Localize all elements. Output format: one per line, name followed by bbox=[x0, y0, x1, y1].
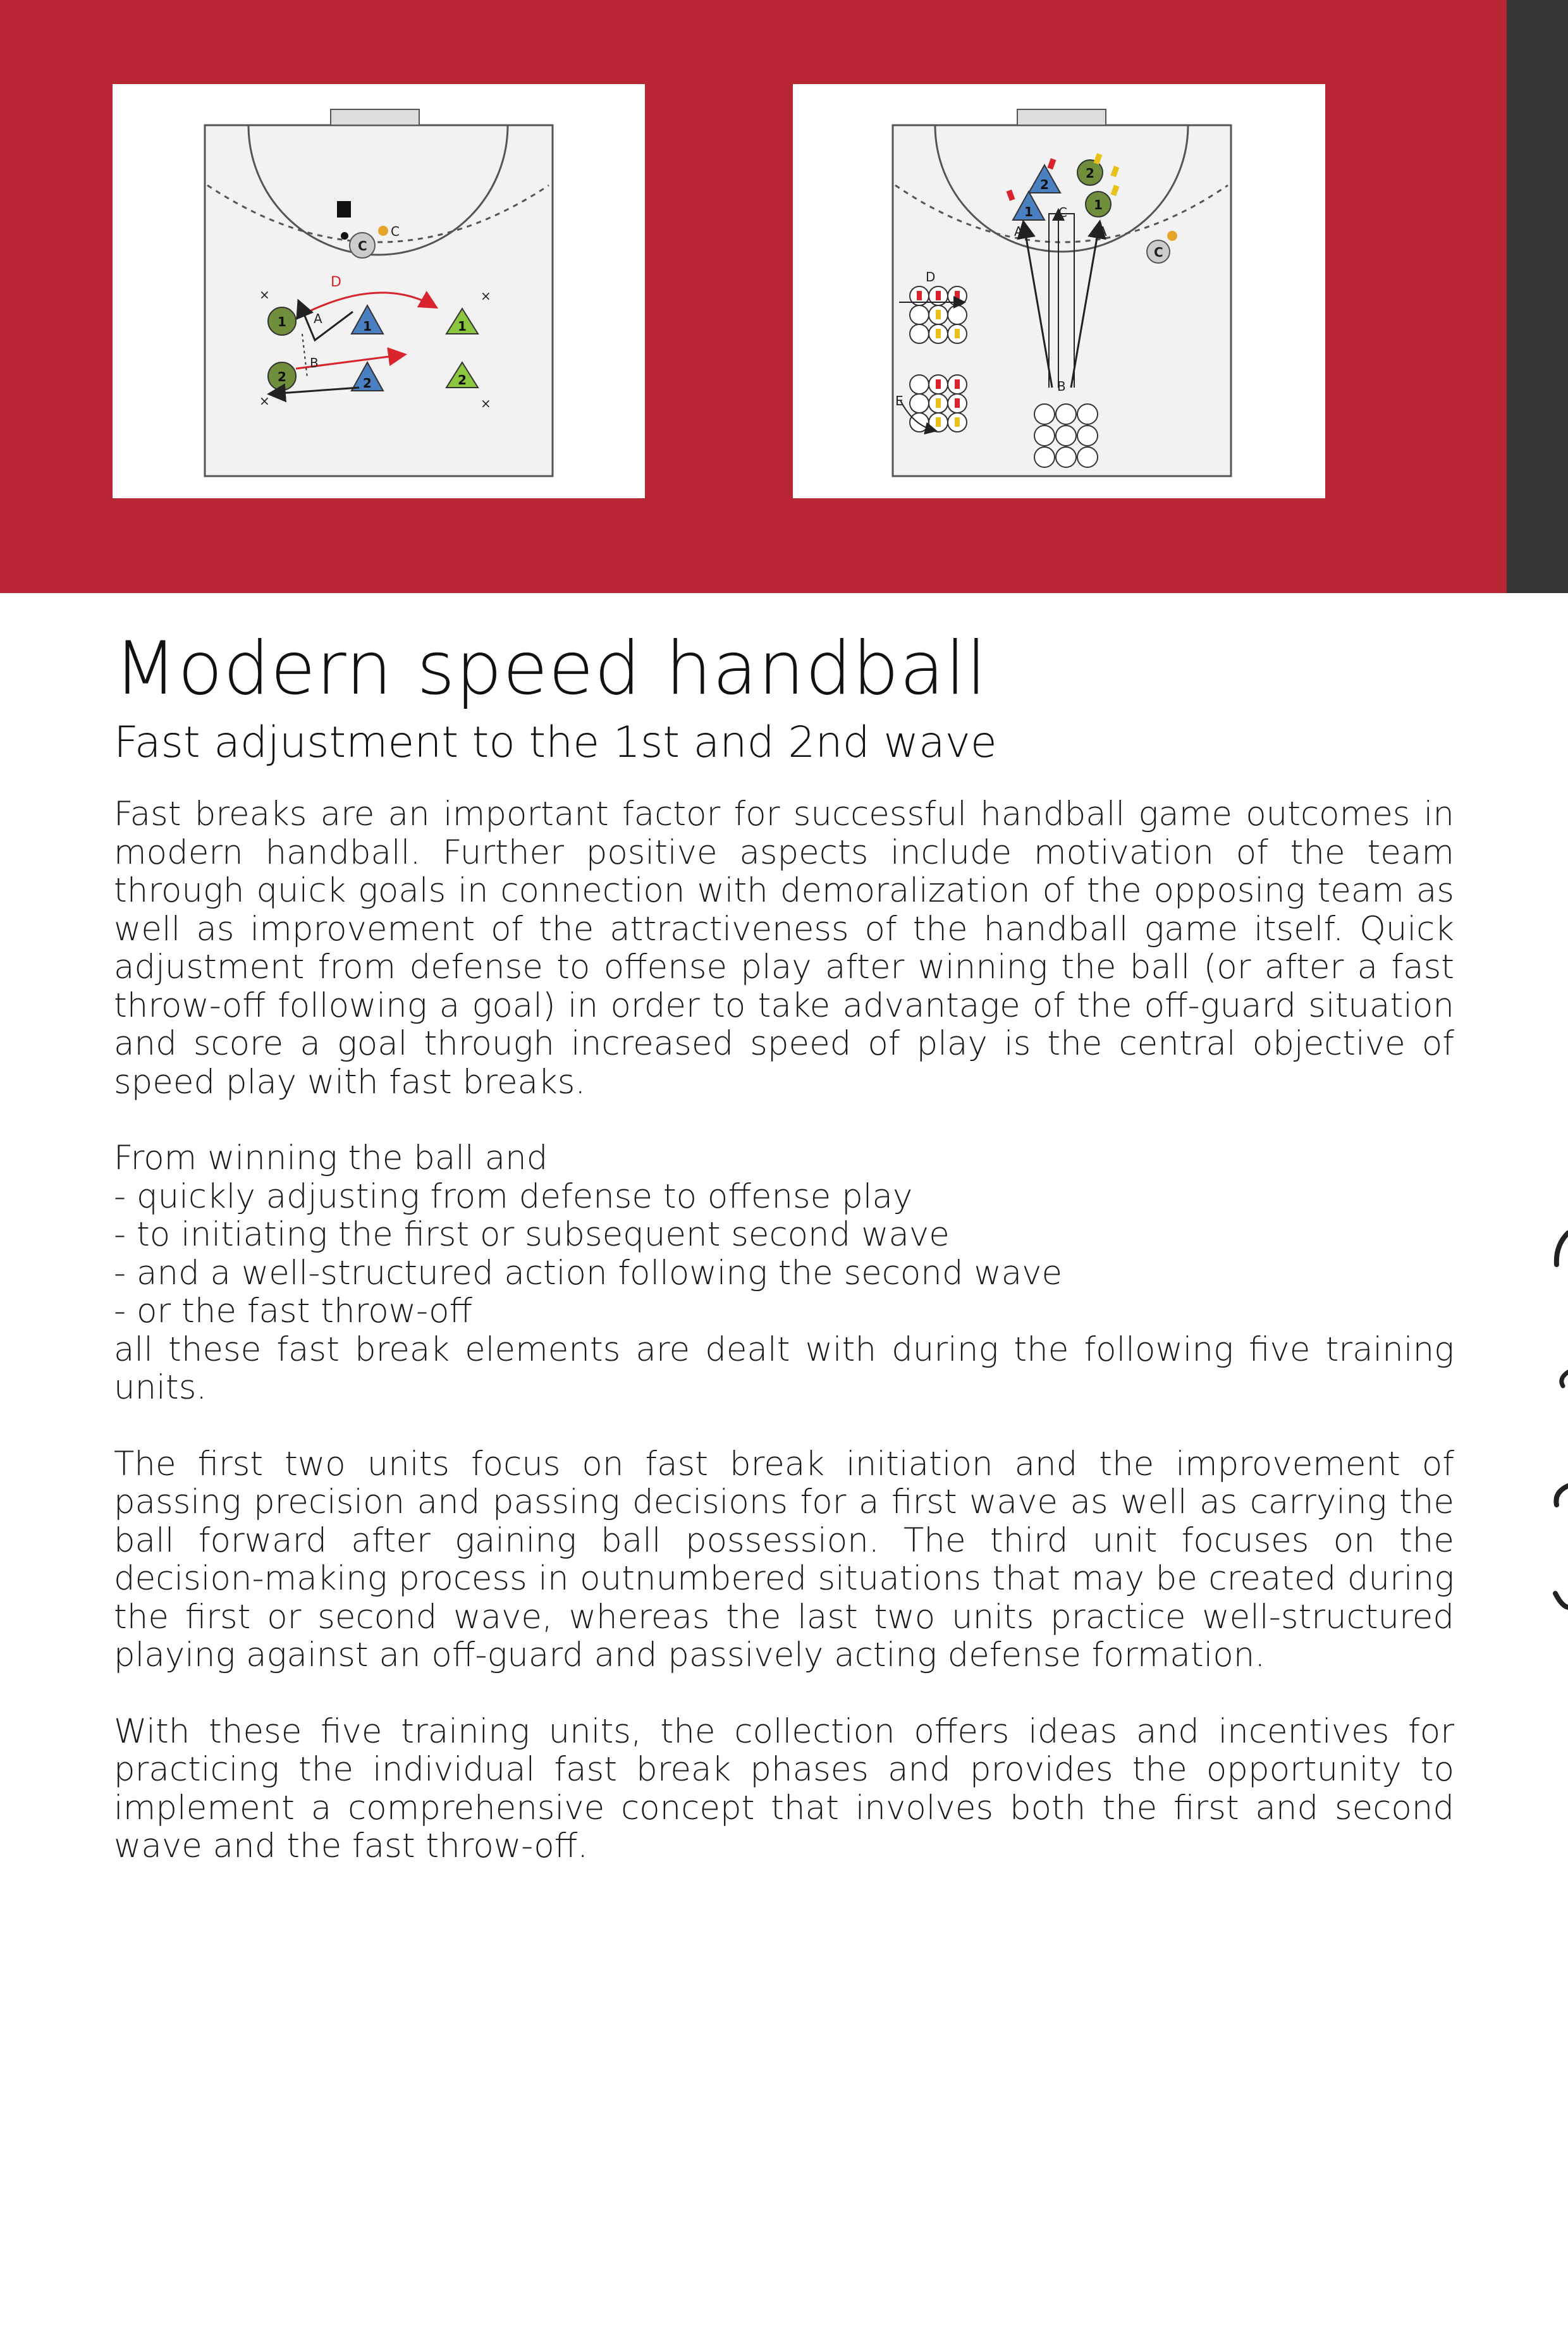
drill-diagram-2 bbox=[793, 84, 1325, 498]
ball-icon bbox=[1167, 231, 1177, 241]
goal bbox=[1017, 109, 1106, 125]
svg-text:A: A bbox=[1098, 224, 1107, 239]
svg-text:2: 2 bbox=[458, 372, 467, 388]
svg-text:×: × bbox=[259, 287, 270, 302]
svg-text:1: 1 bbox=[1024, 204, 1033, 219]
ball-icon bbox=[341, 232, 348, 240]
svg-text:C: C bbox=[1154, 245, 1163, 260]
side-strip bbox=[1507, 0, 1568, 593]
ball-icon bbox=[378, 226, 388, 236]
svg-text:×: × bbox=[259, 393, 270, 408]
player-queue bbox=[1034, 404, 1098, 467]
svg-text:A: A bbox=[1014, 224, 1023, 239]
edge-decoration bbox=[1543, 1220, 1568, 1625]
paragraph-units: The first two units focus on fast break initiation and the improvement of passing precision and passing decisions for a first wave as well as carrying the ball forward after gaining ball possession. The third unit focuses on the decision-making process in outnumbered situations that may be created during the first or second wave, whereas the last two units practice well-structured playing against an off-guard and passively acting defense formation. bbox=[114, 1444, 1454, 1674]
svg-text:×: × bbox=[481, 396, 491, 411]
court bbox=[205, 125, 553, 476]
svg-text:2: 2 bbox=[363, 376, 372, 391]
svg-text:C: C bbox=[358, 238, 367, 254]
cone-icon bbox=[337, 201, 351, 218]
svg-text:×: × bbox=[481, 288, 491, 304]
list-item: - and a well-structured action following the second wave bbox=[114, 1253, 1063, 1292]
list-item: - or the fast throw-off bbox=[114, 1292, 473, 1330]
svg-text:2: 2 bbox=[1040, 177, 1049, 192]
svg-text:2: 2 bbox=[1086, 166, 1094, 181]
svg-text:1: 1 bbox=[363, 319, 372, 334]
paragraph-intro: Fast breaks are an important factor for successful handball game outcomes in modern handball. Further positive aspects include motivation of the team through quick goals in connection with demoralization of the opposing team as well as improvement of the attractiveness of the handball game itself. Quick adjustment from defense to offense play after winning the ball (or after a fast throw-off following a goal) in order to take advantage of the off-guard situation and score a goal through increased speed of play is the central objective of speed play with fast breaks. bbox=[114, 795, 1454, 1101]
diagram-2-svg bbox=[793, 84, 1325, 498]
svg-text:C: C bbox=[1058, 205, 1067, 220]
svg-text:B: B bbox=[310, 355, 319, 371]
elements-list bbox=[114, 1139, 1454, 1407]
svg-text:B: B bbox=[1057, 379, 1066, 394]
page-title: Modern speed handball bbox=[114, 626, 988, 711]
goal bbox=[331, 109, 419, 125]
list-item: - to initiating the first or subsequent second wave bbox=[114, 1215, 950, 1254]
drill-diagram-1 bbox=[113, 84, 645, 498]
svg-text:1: 1 bbox=[458, 319, 467, 334]
paragraph-collection: With these five training units, the collection offers ideas and incentives for practicing the individual fast break phases and provides the opportunity to implement a comprehensive concept that involves both the first and second wave and the fast throw-off. bbox=[114, 1712, 1454, 1865]
svg-text:A: A bbox=[314, 311, 322, 326]
body-text bbox=[114, 795, 1454, 1904]
svg-text:1: 1 bbox=[1094, 197, 1103, 212]
svg-text:1: 1 bbox=[278, 314, 286, 329]
svg-text:C: C bbox=[391, 224, 400, 239]
svg-text:E: E bbox=[895, 393, 903, 408]
list-intro: From winning the ball and bbox=[114, 1139, 548, 1177]
list-tail: all these fast break elements are dealt with during the following five training units. bbox=[114, 1330, 1454, 1407]
svg-text:D: D bbox=[926, 269, 936, 285]
list-item: - quickly adjusting from defense to offense play bbox=[114, 1177, 913, 1216]
diagram-1-svg bbox=[113, 84, 645, 498]
svg-text:D: D bbox=[331, 274, 341, 290]
page-subtitle: Fast adjustment to the 1st and 2nd wave bbox=[114, 718, 997, 768]
svg-text:2: 2 bbox=[278, 369, 286, 384]
